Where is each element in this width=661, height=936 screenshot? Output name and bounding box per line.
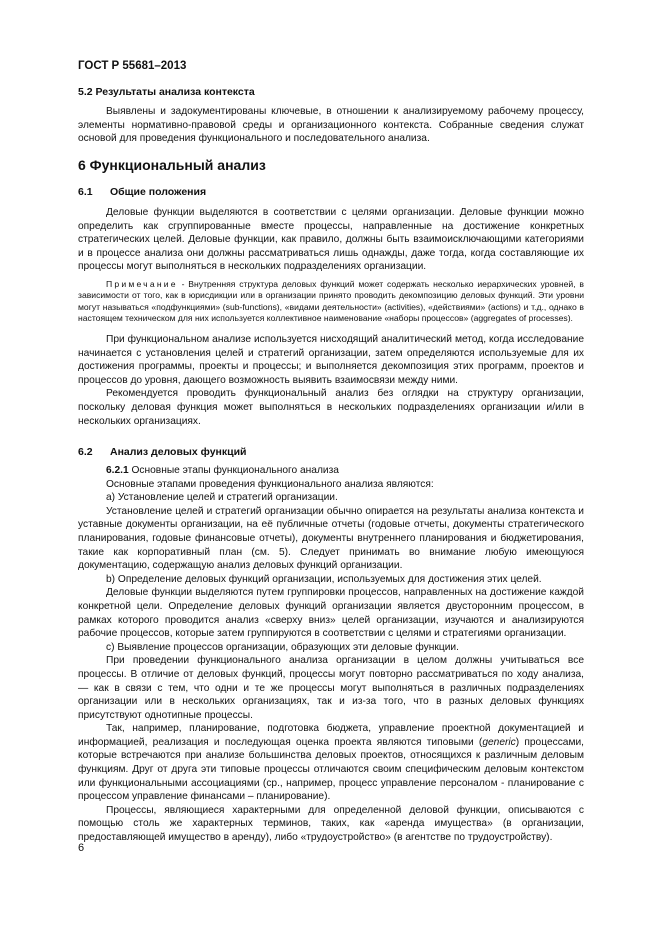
section-6-2-number: 6.2 [78, 446, 93, 458]
section-6-2-body [78, 464, 584, 845]
section-6-1-body [78, 206, 584, 428]
paragraph: При проведении функционального анализа организации в целом должны учитываться все процессы. В отличие от деловых функций, процессы могут повторно рассматриваться по ходу анализа, — как в связи с тем, что одни и те же процессы могут выполняться в различных подразделениях организации или в нескольких организациях, так и из-за того, что в разных деловых функциях присутствуют однотипные процессы. [78, 655, 584, 721]
paragraph: Процессы, являющиеся характерными для определенной деловой функции, описываются с помощью столь же характерных терминов, таких, как «аренда имущества» (в организации, предоставляющей имущество в аренду), либо «трудоустройство» (в агентстве по трудоустройству). [78, 804, 584, 844]
page-number: 6 [78, 842, 85, 854]
paragraph: Установление целей и стратегий организации обычно опирается на результаты анализа контекста и уставные документы организации, на её публичные отчеты (годовые отчеты, документы стратегического планирования, годовые финансовые отчеты), документы внутреннего планирования и бюджетирования, такие как корпоративный план (см. 5). Следует принимать во внимание любую имеющуюся документацию, содержащую анализ деловых функций организации. [78, 505, 584, 572]
subsection-title: Основные этапы функционального анализа [128, 465, 339, 476]
paragraph: При функциональном анализе используется нисходящий аналитический метод, когда исследование начинается с установления целей и стратегий организации, затем определяются используемые для их достижения программы, проекты и процессы; и выполняется декомпозиция этих программ, проектов и процессов до уровня, дающего возможность выявить взаимосвязи между ними. [78, 333, 584, 386]
section-6-title: 6 Функциональный анализ [78, 157, 266, 173]
paragraph: Рекомендуется проводить функциональный анализ без оглядки на структуру организации, поскольку деловая функция может выполняться в нескольких подразделениях организации и/или в нескольких организациях. [78, 388, 584, 427]
paragraph: Деловые функции выделяются путем группировки процессов, направленных на достижение каждой конкретной цели. Определение деловых функций организации является двусторонним процессом, в рамках которого проводится анализ «сверху вниз» целей организации, изучаются и анализируются рабочие процессов, которые затем группируются в соответствии с целями и стратегиями организации. [78, 587, 584, 640]
paragraph: Так, например, планирование, подготовка бюджета, управление проектной документацией и информацией, реализация и последующая оценка проекта являются типовыми (generic) процессами, которые встречаются при анализе большинства деловых проектов, относящихся к различным деловым функциям. Друг от друга эти типовые процессы отличаются своим специфическим деловым контекстом или функциональными ассоциациями (ср., например, процесс управление персоналом - планирование с процессом управление финансами – планирование). [78, 723, 584, 803]
paragraph: Основные этапами проведения функционального анализа являются: [106, 478, 434, 490]
paragraph: Деловые функции выделяются в соответствии с целями организации. Деловые функции можно определить как сгруппированные вместе процессы, направленные на достижение конкретных стратегических целей. Деловые функции, как правило, должны быть взаимоисключающими категориями и в процессе анализа они должны рассматриваться лишь однажды, даже тогда, когда составляющие их процессы могут выполняться в нескольких подразделениях организации. [78, 207, 584, 273]
note-text: - Внутренняя структура деловых функций может содержать несколько иерархических уровней, в зависимости от того, как в юрисдикции или в организации принято проводить декомпозицию деловых функций. Эти уровни могут называться «подфункциями» (sub-functions), «видами деятельности» (activities), «действиями» (actions) и т.д., однако в настоящем техническом для них используется коллективное наименование «наборы процессов» (aggregates of processes). [78, 278, 584, 324]
section-5-2-body [78, 105, 584, 146]
section-6-2-title: Анализ деловых функций [110, 446, 247, 458]
paragraph: Выявлены и задокументированы ключевые, в отношении к анализируемому рабочему процессу, элементы нормативно-правовой среды и организационного контекста. Собранные сведения служат основой для проведения функционального и последовательного анализа. [78, 106, 584, 145]
italic-term: generic [482, 736, 516, 748]
note [78, 279, 584, 325]
section-6-2-heading [78, 446, 584, 458]
section-6-1-number: 6.1 [78, 186, 93, 198]
list-item-a: а) Установление целей и стратегий организации. [106, 492, 338, 504]
section-5-2-heading [78, 86, 584, 98]
list-item-b: b) Определение деловых функций организации, используемых для достижения этих целей. [106, 573, 542, 585]
note-label: Примечание [106, 278, 178, 289]
list-item-c: с) Выявление процессов организации, образующих эти деловые функции. [106, 641, 459, 653]
subsection-number: 6.2.1 [106, 465, 129, 476]
document-code: ГОСТ Р 55681–2013 [78, 60, 187, 72]
section-6-1-title: Общие положения [110, 186, 207, 198]
section-5-2-title: 5.2 Результаты анализа контекста [78, 86, 255, 98]
section-6-1-heading [78, 186, 584, 198]
section-6-heading [78, 157, 584, 173]
